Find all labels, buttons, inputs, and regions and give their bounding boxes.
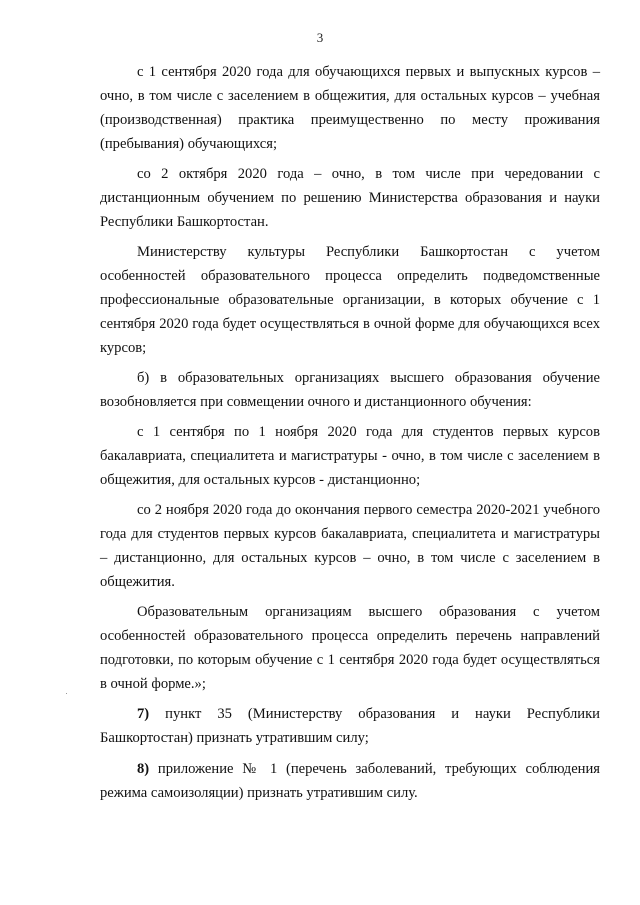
list-item-text: приложение № 1 (перечень заболеваний, требующих соблюдения режима самоизоляции) признать утратившим силу.: [100, 761, 601, 801]
document-body: [100, 60, 600, 812]
paragraph-october-schedule: со 2 октября 2020 года – очно, в том числе при чередовании с дистанционным обучением по решению Министерства образования и науки Республики Башкортостан.: [100, 166, 600, 230]
paragraph-first-year-students: с 1 сентября 2020 года для обучающихся первых и выпускных курсов – очно, в том числе с заселением в общежития, для остальных курсов – учебная (производственная) практика преимущественно по месту проживания (пребывания) обучающихся;: [100, 64, 600, 152]
paragraph-directions-list: Образовательным организациям высшего образования с учетом особенностей образовательного процесса определить перечень направлений подготовки, по которым обучение с 1 сентября 2020 года будет осуществляться в очной форме.»;: [100, 604, 600, 692]
margin-dot: [66, 693, 67, 694]
page-number: 3: [316, 30, 324, 45]
paragraph-ministry-of-culture: Министерству культуры Республики Башкортостан с учетом особенностей образовательного процесса определить подведомственные профессиональные образовательные организации, в которых обучение с 1 сентября 2020 года будет осуществляться в очной форме для обучающихся всех курсов;: [100, 244, 600, 356]
list-item-7: [100, 702, 600, 750]
paragraph-higher-education: б) в образовательных организациях высшего образования обучение возобновляется при совмещении очного и дистанционного обучения:: [100, 370, 600, 410]
list-item-number: 8): [137, 761, 150, 777]
list-item-number: 7): [137, 706, 150, 722]
paragraph-september-november: с 1 сентября по 1 ноября 2020 года для студентов первых курсов бакалавриата, специалитета и магистратуры - очно, в том числе с заселением в общежития, для остальных курсов - дистанционно;: [100, 424, 600, 488]
paragraph-november-semester: со 2 ноября 2020 года до окончания первого семестра 2020-2021 учебного года для студентов первых курсов бакалавриата, специалитета и магистратуры – дистанционно, для остальных курсов – очно, в том числе с заселением в общежития.: [100, 502, 600, 590]
list-item-text: пункт 35 (Министерству образования и науки Республики Башкортостан) признать утратившим силу;: [100, 706, 600, 746]
list-item-8: [100, 757, 600, 805]
